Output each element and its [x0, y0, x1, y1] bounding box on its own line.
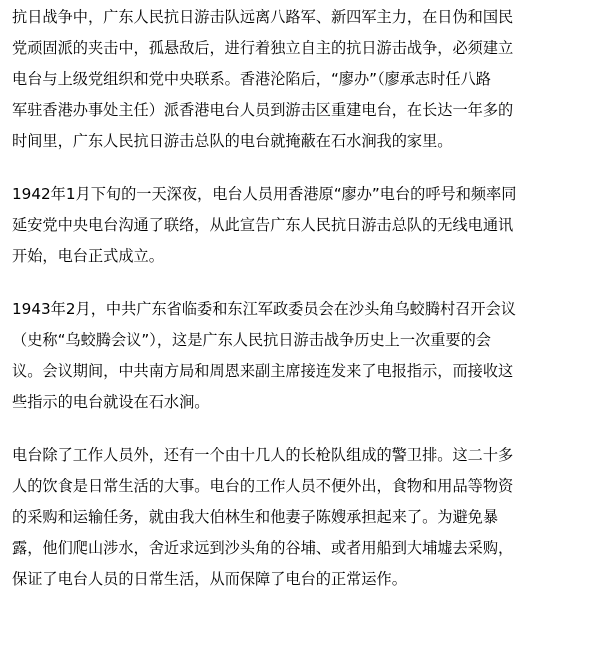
text-line: 露，他们爬山涉水，舍近求远到沙头角的谷埔、或者用船到大埔墟去采购， — [12, 539, 514, 557]
text-line: 人的饮食是日常生活的大事。电台的工作人员不便外出，食物和用品等物资 — [12, 477, 514, 495]
text-line: 时间里，广东人民抗日游击总队的电台就掩蔽在石水涧我的家里。 — [12, 132, 453, 150]
paragraph-3 — [12, 294, 596, 418]
text-line: 抗日战争中，广东人民抗日游击队远离八路军、新四军主力，在日伪和国民 — [12, 8, 514, 26]
text-line: 党顽固派的夹击中，孤悬敌后，进行着独立自主的抗日游击战争，必须建立 — [12, 39, 514, 57]
text-line: 延安党中央电台沟通了联络，从此宣告广东人民抗日游击总队的无线电通讯 — [12, 216, 514, 234]
text-line: 些指示的电台就设在石水涧。 — [12, 393, 210, 411]
text-line: 电台除了工作人员外，还有一个由十几人的长枪队组成的警卫排。这二十多 — [12, 446, 514, 464]
text-line: 电台与上级党组织和党中央联系。香港沦陷后，“廖办”（廖承志时任八路 — [12, 70, 491, 88]
text-line: 保证了电台人员的日常生活，从而保障了电台的正常运作。 — [12, 570, 407, 588]
article-body — [12, 2, 596, 617]
text-line: 1943年2月，中共广东省临委和东江军政委员会在沙头角乌蛟腾村召开会议 — [12, 300, 516, 318]
paragraph-4 — [12, 440, 596, 595]
paragraph-1 — [12, 2, 596, 157]
text-line: 军驻香港办事处主任）派香港电台人员到游击区重建电台，在长达一年多的 — [12, 101, 514, 119]
paragraph-2 — [12, 179, 596, 272]
text-line: 开始，电台正式成立。 — [12, 247, 164, 265]
text-line: （史称“乌蛟腾会议”），这是广东人民抗日游击战争历史上一次重要的会 — [12, 331, 491, 349]
text-line: 1942年1月下旬的一天深夜，电台人员用香港原“廖办”电台的呼号和频率同 — [12, 185, 517, 203]
text-line: 的采购和运输任务，就由我大伯林生和他妻子陈嫂承担起来了。为避免暴 — [12, 508, 498, 526]
text-line: 议。会议期间，中共南方局和周恩来副主席接连发来了电报指示，而接收这 — [12, 362, 514, 380]
